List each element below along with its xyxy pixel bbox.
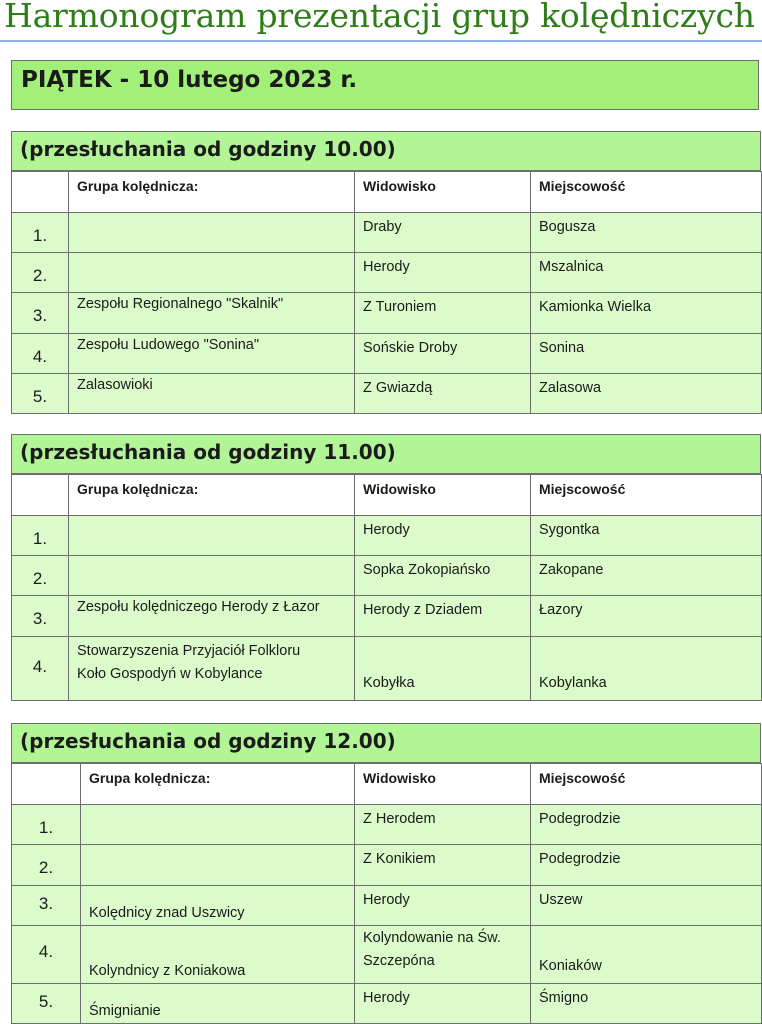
table-row [12, 516, 762, 556]
place-cell: Podegrodzie [531, 805, 762, 845]
group-cell [81, 805, 355, 845]
session-header [11, 434, 761, 474]
place-cell: Podegrodzie [531, 845, 762, 886]
group-cell: Śmignianie [81, 984, 355, 1024]
group-cell [81, 845, 355, 886]
table-row [12, 596, 762, 637]
group-header: Grupa kolędnicza: [81, 764, 355, 805]
show-cell [355, 926, 531, 984]
table-row [12, 984, 762, 1024]
show-cell: Herody [355, 253, 531, 293]
show-cell: Herody z Dziadem [355, 596, 531, 637]
table-header-row [12, 172, 762, 213]
group-header: Grupa kolędnicza: [69, 475, 355, 516]
day-banner [11, 60, 759, 110]
session-header-label: (przesłuchania od godziny 11.00) [20, 440, 396, 464]
table-row [12, 805, 762, 845]
schedule-table [11, 763, 762, 1024]
table-row [12, 845, 762, 886]
group-cell: Zespołu Ludowego "Sonina" [69, 334, 355, 374]
row-number: 5. [12, 984, 81, 1024]
session-12 [11, 723, 761, 1024]
place-header: Miejscowość [531, 764, 762, 805]
row-number: 5. [12, 374, 69, 414]
place-cell: Śmigno [531, 984, 762, 1024]
place-cell: Zalasowa [531, 374, 762, 414]
group-cell [69, 637, 355, 701]
schedule-table [11, 474, 762, 701]
session-10 [11, 131, 761, 414]
place-cell: Sygontka [531, 516, 762, 556]
row-number: 1. [12, 213, 69, 253]
table-row [12, 926, 762, 984]
show-header: Widowisko [355, 764, 531, 805]
show-cell: Z Turoniem [355, 293, 531, 334]
table-row [12, 334, 762, 374]
show-cell: Sopka Zokopiańsko [355, 556, 531, 596]
place-cell: Koniaków [531, 926, 762, 984]
group-line: Stowarzyszenia Przyjaciół Folkloru [77, 643, 301, 659]
show-cell: Draby [355, 213, 531, 253]
place-cell: Łazory [531, 596, 762, 637]
table-header-row [12, 764, 762, 805]
table-row [12, 213, 762, 253]
place-cell: Mszalnica [531, 253, 762, 293]
session-header [11, 131, 761, 171]
group-cell: Zespołu Regionalnego "Skalnik" [69, 293, 355, 334]
day-label: PIĄTEK - 10 lutego 2023 r. [21, 67, 358, 93]
row-number: 1. [12, 805, 81, 845]
place-cell: Sonina [531, 334, 762, 374]
show-header: Widowisko [355, 172, 531, 213]
show-cell: Z Gwiazdą [355, 374, 531, 414]
show-cell: Sońskie Droby [355, 334, 531, 374]
place-cell: Uszew [531, 886, 762, 926]
table-row [12, 886, 762, 926]
show-cell: Herody [355, 886, 531, 926]
table-row [12, 293, 762, 334]
table-row [12, 637, 762, 701]
schedule-table [11, 171, 762, 414]
show-cell: Herody [355, 984, 531, 1024]
place-cell: Bogusza [531, 213, 762, 253]
row-number: 2. [12, 556, 69, 596]
table-row [12, 556, 762, 596]
num-header [12, 172, 69, 213]
show-line: Szczepóna [363, 953, 435, 969]
show-line: Kolyndowanie na Św. [363, 930, 501, 946]
group-header: Grupa kolędnicza: [69, 172, 355, 213]
row-number: 3. [12, 596, 69, 637]
row-number: 4. [12, 334, 69, 374]
show-cell: Z Konikiem [355, 845, 531, 886]
show-header: Widowisko [355, 475, 531, 516]
session-header [11, 723, 761, 763]
table-row [12, 253, 762, 293]
group-cell: Zespołu kolędniczego Herody z Łazor [69, 596, 355, 637]
group-cell [69, 213, 355, 253]
row-number: 4. [12, 926, 81, 984]
table-header-row [12, 475, 762, 516]
show-cell: Z Herodem [355, 805, 531, 845]
title-underline [0, 40, 762, 42]
session-11 [11, 434, 761, 701]
row-number: 3. [12, 886, 81, 926]
group-cell [69, 516, 355, 556]
session-header-label: (przesłuchania od godziny 10.00) [20, 137, 396, 161]
row-number: 2. [12, 253, 69, 293]
place-cell: Zakopane [531, 556, 762, 596]
group-line: Koło Gospodyń w Kobylance [77, 666, 263, 682]
group-cell: Kolędnicy znad Uszwicy [81, 886, 355, 926]
num-header [12, 764, 81, 805]
show-cell: Kobyłka [355, 637, 531, 701]
row-number: 1. [12, 516, 69, 556]
row-number: 2. [12, 845, 81, 886]
show-cell: Herody [355, 516, 531, 556]
group-cell: Kolyndnicy z Koniakowa [81, 926, 355, 984]
group-cell [69, 556, 355, 596]
table-row [12, 374, 762, 414]
num-header [12, 475, 69, 516]
place-cell: Kobylanka [531, 637, 762, 701]
place-header: Miejscowość [531, 172, 762, 213]
page-title: Harmonogram prezentacji grup kolędniczych [4, 0, 755, 35]
place-header: Miejscowość [531, 475, 762, 516]
row-number: 4. [12, 637, 69, 701]
group-cell [69, 253, 355, 293]
row-number: 3. [12, 293, 69, 334]
group-cell: Zalasowioki [69, 374, 355, 414]
session-header-label: (przesłuchania od godziny 12.00) [20, 729, 396, 753]
place-cell: Kamionka Wielka [531, 293, 762, 334]
